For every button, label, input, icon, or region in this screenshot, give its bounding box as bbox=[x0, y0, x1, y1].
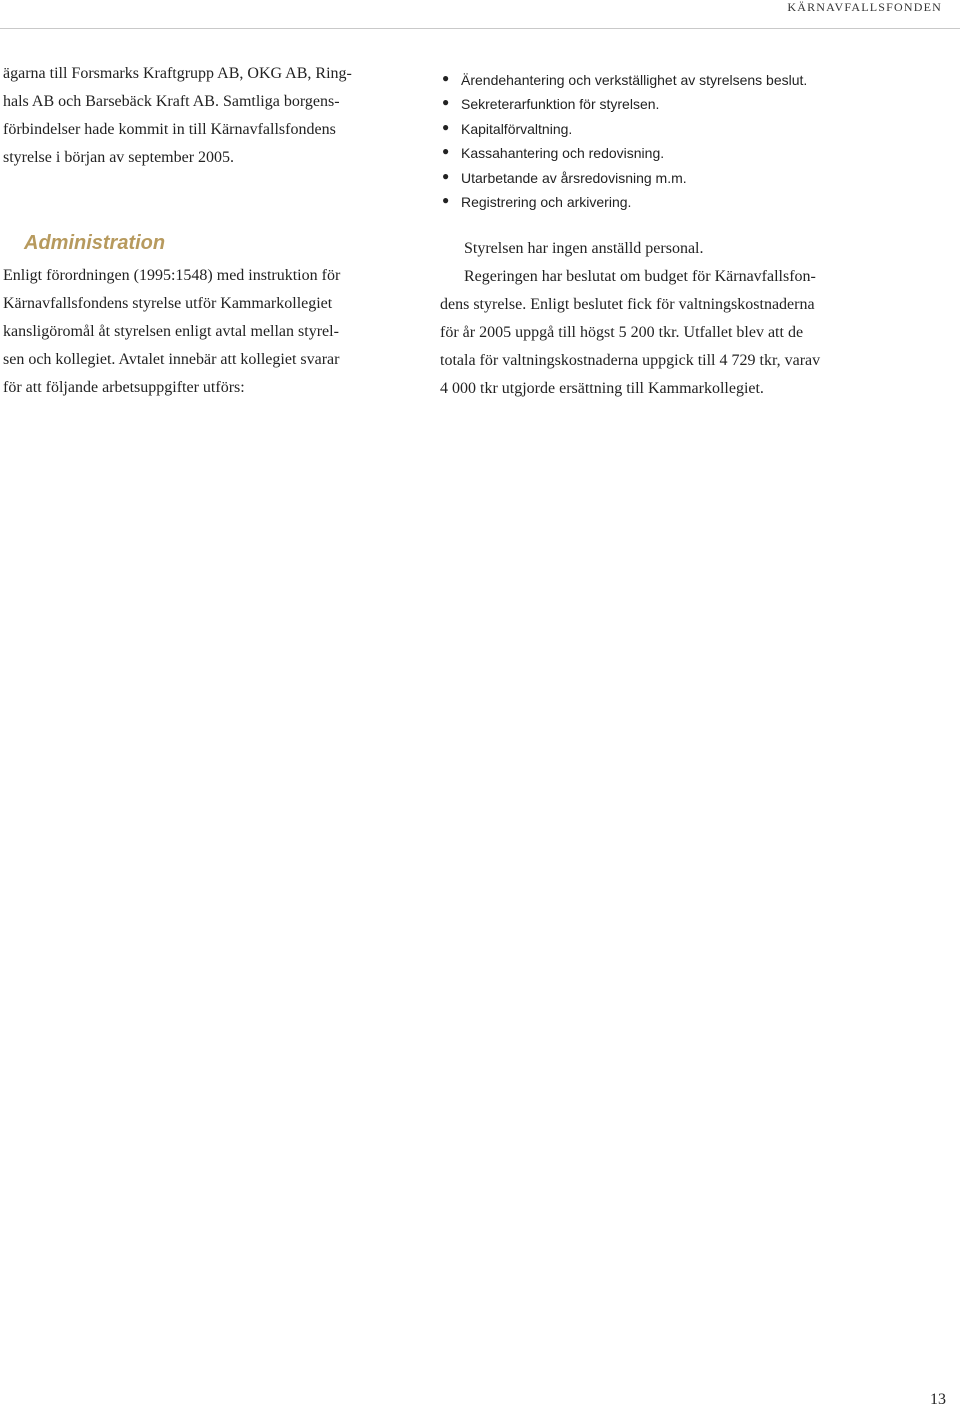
page-number: 13 bbox=[930, 1391, 946, 1408]
running-header: KÄRNAVFALLSFONDEN bbox=[787, 0, 942, 14]
left-column bbox=[3, 60, 413, 402]
text-line: sen och kollegiet. Avtalet innebär att kollegiet svarar bbox=[3, 351, 340, 368]
intro-paragraph bbox=[3, 60, 413, 172]
text-line: för år 2005 uppgå till högst 5 200 tkr. Utfallet blev att de bbox=[440, 324, 804, 342]
staff-paragraph: Styrelsen har ingen anställd personal. bbox=[464, 240, 704, 258]
text-line: kansligöromål åt styrelsen enligt avtal mellan styrel- bbox=[3, 323, 339, 340]
text-line: styrelse i början av september 2005. bbox=[3, 149, 235, 166]
list-item-text: Kapitalförvaltning. bbox=[461, 120, 573, 137]
list-item bbox=[440, 166, 860, 190]
list-item bbox=[440, 117, 860, 141]
text-line: totala för valtningskostnaderna uppgick till 4 729 tkr, varav bbox=[440, 352, 821, 370]
administration-paragraph bbox=[3, 262, 413, 402]
text-line: Enligt förordningen (1995:1548) med instruktion för bbox=[3, 267, 341, 284]
text-line: 4 000 tkr utgjorde ersättning till Kammarkollegiet. bbox=[440, 380, 764, 398]
bullet-icon: ● bbox=[442, 95, 450, 110]
text-line: Kärnavfallsfondens styrelse utför Kammarkollegiet bbox=[3, 295, 333, 312]
right-column bbox=[440, 60, 860, 403]
list-item-text: Registrering och arkivering. bbox=[461, 194, 632, 211]
list-item-text: Ärendehantering och verkställighet av styrelsens beslut. bbox=[461, 72, 808, 88]
text-line: dens styrelse. Enligt beslutet fick för valtningskostnaderna bbox=[440, 296, 815, 314]
bullet-icon: ● bbox=[442, 168, 450, 183]
text-line: Regeringen har beslutat om budget för Kärnavfallsfon- bbox=[464, 268, 816, 286]
header-rule bbox=[0, 28, 960, 29]
text-line: för att följande arbetsuppgifter utförs: bbox=[3, 379, 245, 396]
bullet-icon: ● bbox=[442, 119, 450, 134]
bullet-icon: ● bbox=[442, 193, 450, 208]
list-item-text: Sekreterarfunktion för styrelsen. bbox=[461, 96, 660, 113]
list-item-text: Kassahantering och redovisning. bbox=[461, 145, 665, 162]
text-line: hals AB och Barsebäck Kraft AB. Samtliga borgens- bbox=[3, 93, 340, 110]
list-item bbox=[440, 92, 860, 116]
bullet-icon: ● bbox=[442, 144, 450, 159]
task-list bbox=[440, 68, 860, 214]
section-heading: Administration bbox=[24, 232, 166, 254]
list-item-text: Utarbetande av årsredovisning m.m. bbox=[461, 169, 687, 186]
list-item bbox=[440, 141, 860, 165]
text-line: ägarna till Forsmarks Kraftgrupp AB, OKG AB, Ring- bbox=[3, 65, 352, 82]
list-item bbox=[440, 190, 860, 214]
budget-paragraph bbox=[440, 263, 860, 403]
text-line: förbindelser hade kommit in till Kärnavfallsfondens bbox=[3, 121, 336, 138]
list-item bbox=[440, 68, 860, 92]
right-paragraphs bbox=[440, 235, 860, 403]
bullet-icon: ● bbox=[442, 71, 450, 85]
